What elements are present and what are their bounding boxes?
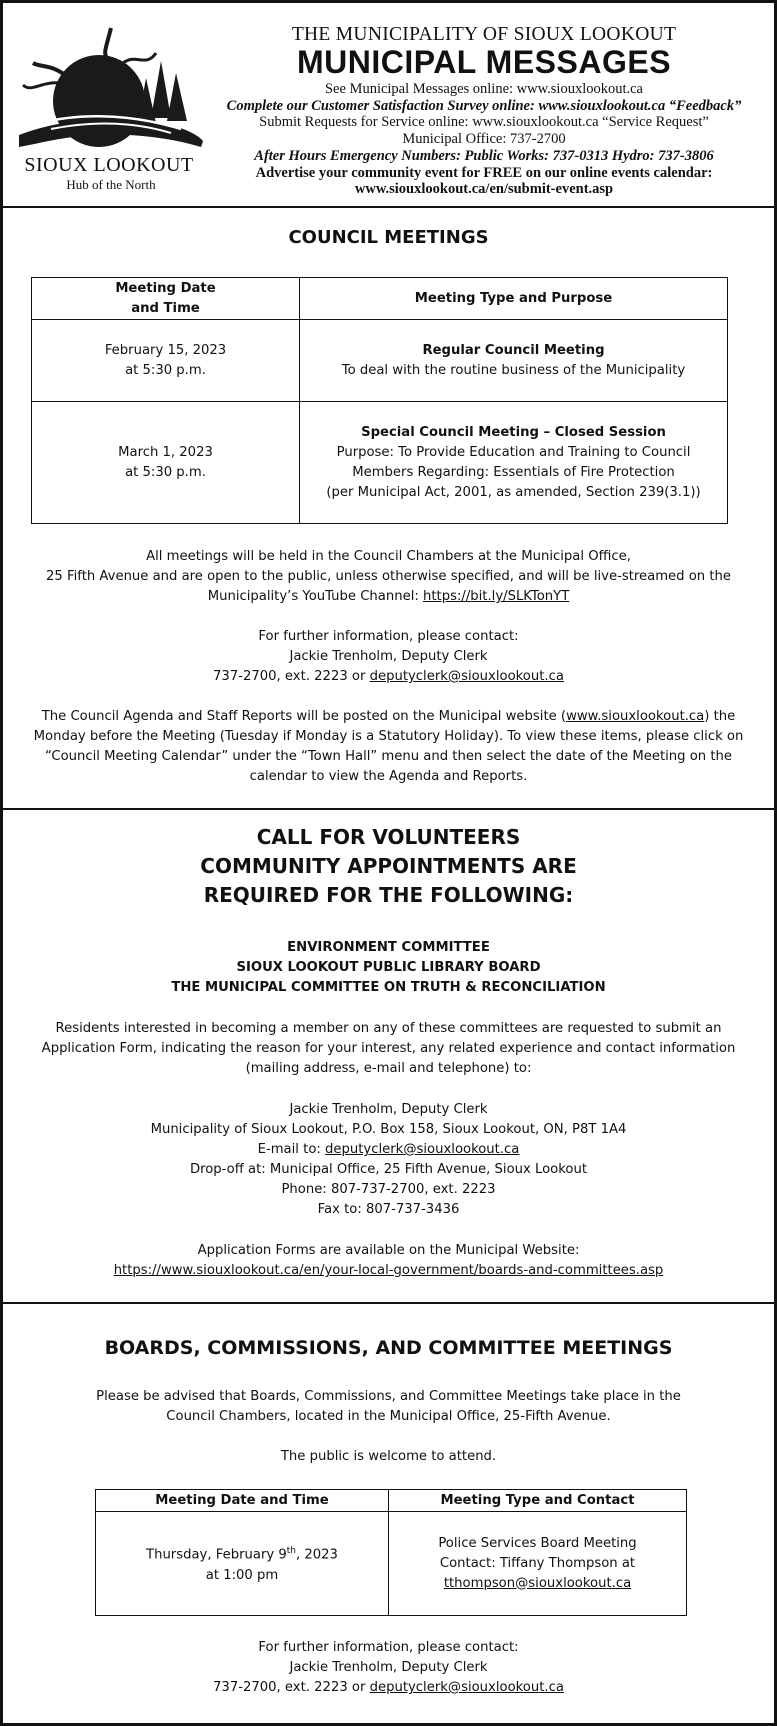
table-row (32, 402, 728, 524)
logo-tagline: Hub of the North (66, 177, 156, 192)
council-table (31, 277, 728, 524)
divider (3, 206, 774, 208)
council-contact: For further information, please contact: Jackie Trenholm, Deputy Clerk 737-2700, ext. 2223 or deputyclerk@siouxlookout.ca (213, 629, 564, 684)
council-title: COUNCIL MEETINGS (288, 227, 489, 248)
boards-col-type-header: Meeting Type and Contact (389, 1490, 687, 1512)
boards-contact: For further information, please contact: Jackie Trenholm, Deputy Clerk 737-2700, ext. 2223 or deputyclerk@siouxlookout.ca (213, 1640, 564, 1695)
boards-title: BOARDS, COMMISSIONS, AND COMMITTEE MEETINGS (104, 1337, 673, 1359)
council-col-date-header: Meeting Date and Time (32, 278, 300, 320)
council-agenda-text: The Council Agenda and Staff Reports will be posted on the Municipal website (www.siouxlookout.ca) the Monday before the Meeting (Tuesday if Monday is a Statutory Holiday). To view these items, please click on “Council Meeting Calendar” under the “Town Hall” menu and then select the date of the Meeting on the calendar to view the Agenda and Reports. (33, 709, 744, 784)
tthompson-email-link[interactable]: tthompson@siouxlookout.ca (443, 1575, 632, 1591)
boards-welcome: The public is welcome to attend. (280, 1449, 497, 1464)
council-location-text: All meetings will be held in the Council Chambers at the Municipal Office, 25 Fifth Avenue and are open to the public, unless otherwise specified, and will be live-streamed on the Municipality’s YouTube Channel: https://bit.ly/SLKTonYT (46, 549, 731, 604)
deputy-clerk-email-link[interactable]: deputyclerk@siouxlookout.ca (325, 1142, 520, 1157)
boards-committees-link[interactable]: https://www.siouxlookout.ca/en/your-local-government/boards-and-committees.asp (113, 1263, 664, 1278)
logo-name: SIOUX LOOKOUT (24, 154, 194, 176)
deputy-clerk-email-link[interactable]: deputyclerk@siouxlookout.ca (369, 669, 564, 684)
list-item: ENVIRONMENT COMMITTEE (287, 940, 490, 955)
divider (3, 1302, 774, 1304)
council-row-date: March 1, 2023 at 5:30 p.m. (32, 402, 300, 524)
header-emergency-line: After Hours Emergency Numbers: Public Works: 737-0313 Hydro: 737-3806 (254, 148, 714, 164)
list-item: SIOUX LOOKOUT PUBLIC LIBRARY BOARD (236, 960, 541, 975)
municipality-title: THE MUNICIPALITY OF SIOUX LOOKOUT (291, 24, 677, 45)
header-office-line: Municipal Office: 737-2700 (402, 130, 566, 147)
header-survey-line: Complete our Customer Satisfaction Survey online: www.siouxlookout.ca “Feedback” (226, 97, 742, 114)
boards-row-type: Police Services Board Meeting Contact: Tiffany Thompson at tthompson@siouxlookout.ca (389, 1512, 687, 1616)
boards-col-date-header: Meeting Date and Time (96, 1490, 389, 1512)
application-forms: Application Forms are available on the Municipal Website: https://www.siouxlookout.ca/en/your-local-government/boards-and-committees.asp (113, 1243, 664, 1278)
header-event-url: www.siouxlookout.ca/en/submit-event.asp (354, 181, 614, 197)
volunteers-title: CALL FOR VOLUNTEERS COMMUNITY APPOINTMENTS ARE REQUIRED FOR THE FOLLOWING: (200, 825, 577, 907)
volunteers-contact: Jackie Trenholm, Deputy Clerk Municipality of Sioux Lookout, P.O. Box 158, Sioux Lookout, ON, P8T 1A4 E-mail to: deputyclerk@siouxlookout.ca Drop-off at: Municipal Office, 25 Fifth Avenue, Sioux Lookout Phone: 807-737-2700, ext. 2223 Fax to: 807-737-3436 (150, 1102, 627, 1217)
committee-list (3, 938, 774, 998)
header-text (201, 25, 767, 198)
header (3, 3, 774, 203)
council-row-type: Special Council Meeting – Closed Session Purpose: To Provide Education and Training to Council Members Regarding: Essentials of Fire Protection (per Municipal Act, 2001, as amended, Section 239(3.1)) (300, 402, 728, 524)
header-requests-line: Submit Requests for Service online: www.siouxlookout.ca “Service Request” (259, 114, 709, 130)
boards-table (95, 1489, 687, 1616)
council-row-type: Regular Council Meeting To deal with the routine business of the Municipality (300, 320, 728, 402)
volunteers-intro: Residents interested in becoming a member on any of these committees are requested to submit an Application Form, indicating the reason for your interest, any related experience and contact information (mailing address, e-mail and telephone) to: (41, 1021, 736, 1076)
council-row-date: February 15, 2023 at 5:30 p.m. (32, 320, 300, 402)
youtube-link[interactable]: https://bit.ly/SLKTonYT (423, 589, 570, 604)
table-row (32, 320, 728, 402)
council-col-type-header: Meeting Type and Purpose (300, 278, 728, 320)
table-row (96, 1512, 687, 1616)
deputy-clerk-email-link[interactable]: deputyclerk@siouxlookout.ca (369, 1680, 564, 1695)
boards-row-date: Thursday, February 9th, 2023 at 1:00 pm (96, 1512, 389, 1616)
divider (3, 808, 774, 810)
header-advertise-line: Advertise your community event for FREE on our online events calendar: (255, 164, 713, 181)
municipal-website-link[interactable]: www.siouxlookout.ca (566, 709, 705, 724)
sioux-lookout-logo (11, 23, 211, 193)
boards-intro: Please be advised that Boards, Commissions, and Committee Meetings take place in the Council Chambers, located in the Municipal Office, 25-Fifth Avenue. (96, 1389, 681, 1424)
header-online-line: See Municipal Messages online: www.siouxlookout.ca (324, 81, 643, 97)
list-item: THE MUNICIPAL COMMITTEE ON TRUTH & RECONCILIATION (171, 980, 606, 995)
main-title: MUNICIPAL MESSAGES (296, 44, 672, 80)
